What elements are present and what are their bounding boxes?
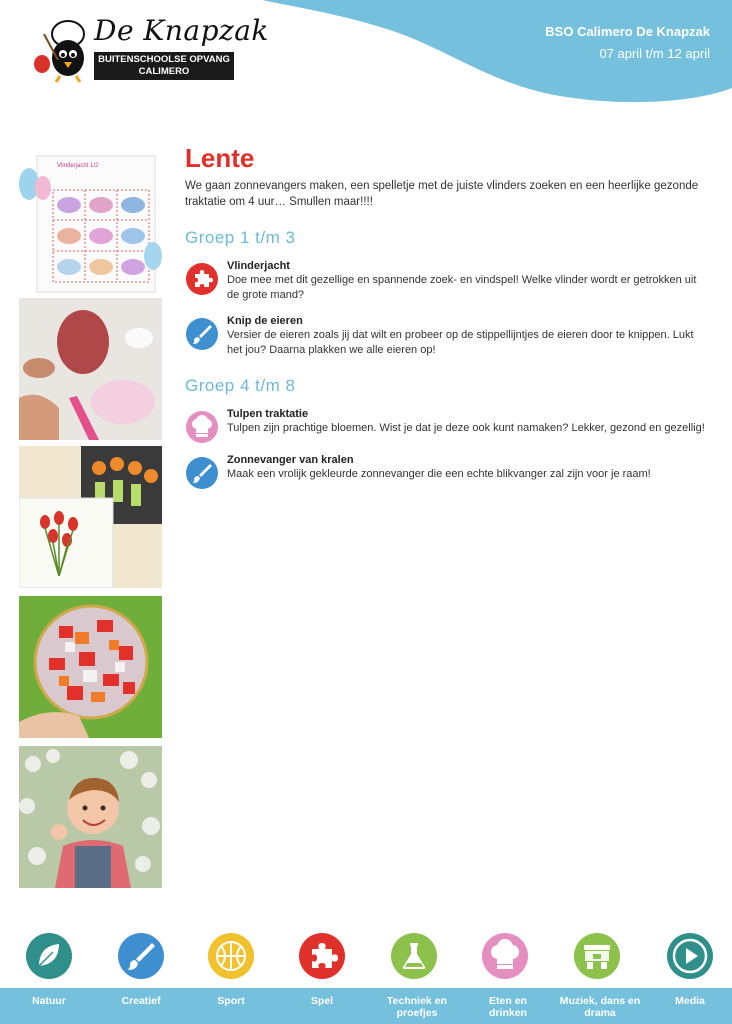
page-title: Lente xyxy=(185,143,255,173)
category-label-media[interactable]: Media xyxy=(675,995,705,1007)
paintbrush-icon[interactable] xyxy=(117,932,165,980)
logo xyxy=(30,14,269,86)
activity-description: Tulpen zijn prachtige bloemen. Wist je dat je deze ook kunt namaken? Lekker, gezond en gezellig! xyxy=(227,422,705,434)
category-label-spel[interactable]: Spel xyxy=(310,995,334,1007)
logo-subtitle: BUITENSCHOOLSE OPVANG CALIMERO xyxy=(94,52,234,80)
calimero-chick-icon xyxy=(30,14,92,84)
worksheet-label: Vlinderjacht 1/2 xyxy=(57,163,99,169)
category-label-natuur[interactable]: Natuur xyxy=(32,995,66,1007)
activity-title: Vlinderjacht xyxy=(227,260,290,272)
activity-item xyxy=(185,454,710,488)
activity-item xyxy=(185,260,710,303)
theater-icon[interactable] xyxy=(573,932,621,980)
category-label-sport[interactable]: Sport xyxy=(217,995,245,1007)
photo-toddler xyxy=(19,746,162,888)
category-label-muziek[interactable]: Muziek, dans en drama xyxy=(559,995,641,1019)
category-label-creatief[interactable]: Creatief xyxy=(121,995,161,1007)
photo-suncatcher xyxy=(19,596,162,738)
activity-description: Versier de eieren zoals jij dat wilt en probeer op de stippellijntjes de eieren door te knippen. Lukt het jou? Daarna plakken we alle eieren op! xyxy=(227,329,694,356)
play-icon[interactable] xyxy=(666,932,714,980)
group-title: Groep 1 t/m 3 xyxy=(185,228,296,247)
photo-butterfly-worksheet xyxy=(19,150,162,294)
activity-title: Tulpen traktatie xyxy=(227,408,309,420)
photo-tulip-treats xyxy=(19,446,162,588)
logo-title: De Knapzak xyxy=(94,14,269,47)
activity-item xyxy=(185,315,710,358)
group-title: Groep 4 t/m 8 xyxy=(185,376,296,395)
leaf-icon[interactable] xyxy=(25,932,73,980)
category-icons xyxy=(0,932,732,980)
date-range: 07 april t/m 12 april xyxy=(599,46,710,61)
paintbrush-icon xyxy=(185,317,219,351)
header-info xyxy=(545,24,710,61)
flask-icon[interactable] xyxy=(390,932,438,980)
category-bar xyxy=(0,988,732,1024)
paintbrush-icon xyxy=(185,456,219,490)
chef-hat-icon[interactable] xyxy=(481,932,529,980)
puzzle-icon[interactable] xyxy=(298,932,346,980)
organization-name: BSO Calimero De Knapzak xyxy=(545,24,710,39)
activity-description: Maak een vrolijk gekleurde zonnevanger die een echte blikvanger zal zijn voor je raam! xyxy=(227,468,651,480)
chef-hat-icon xyxy=(185,410,219,444)
activity-title: Zonnevanger van kralen xyxy=(227,454,354,466)
puzzle-icon xyxy=(185,262,219,296)
basketball-icon[interactable] xyxy=(207,932,255,980)
activity-item xyxy=(185,408,710,442)
intro-text: We gaan zonnevangers maken, een spelletje met de juiste vlinders zoeken en een heerlijke gezonde traktatie om 4 uur… Smullen maar!!!! xyxy=(185,180,699,208)
activity-title: Knip de eieren xyxy=(227,315,303,327)
category-label-eten[interactable]: Eten en drinken xyxy=(489,995,527,1019)
category-label-techniek[interactable]: Techniek en proefjes xyxy=(387,995,447,1019)
activity-description: Doe mee met dit gezellige en spannende zoek- en vindspel! Welke vlinder wordt er getrokken uit de grote mand? xyxy=(227,274,697,301)
main-content xyxy=(185,142,710,488)
photo-egg-cutting xyxy=(19,298,162,440)
